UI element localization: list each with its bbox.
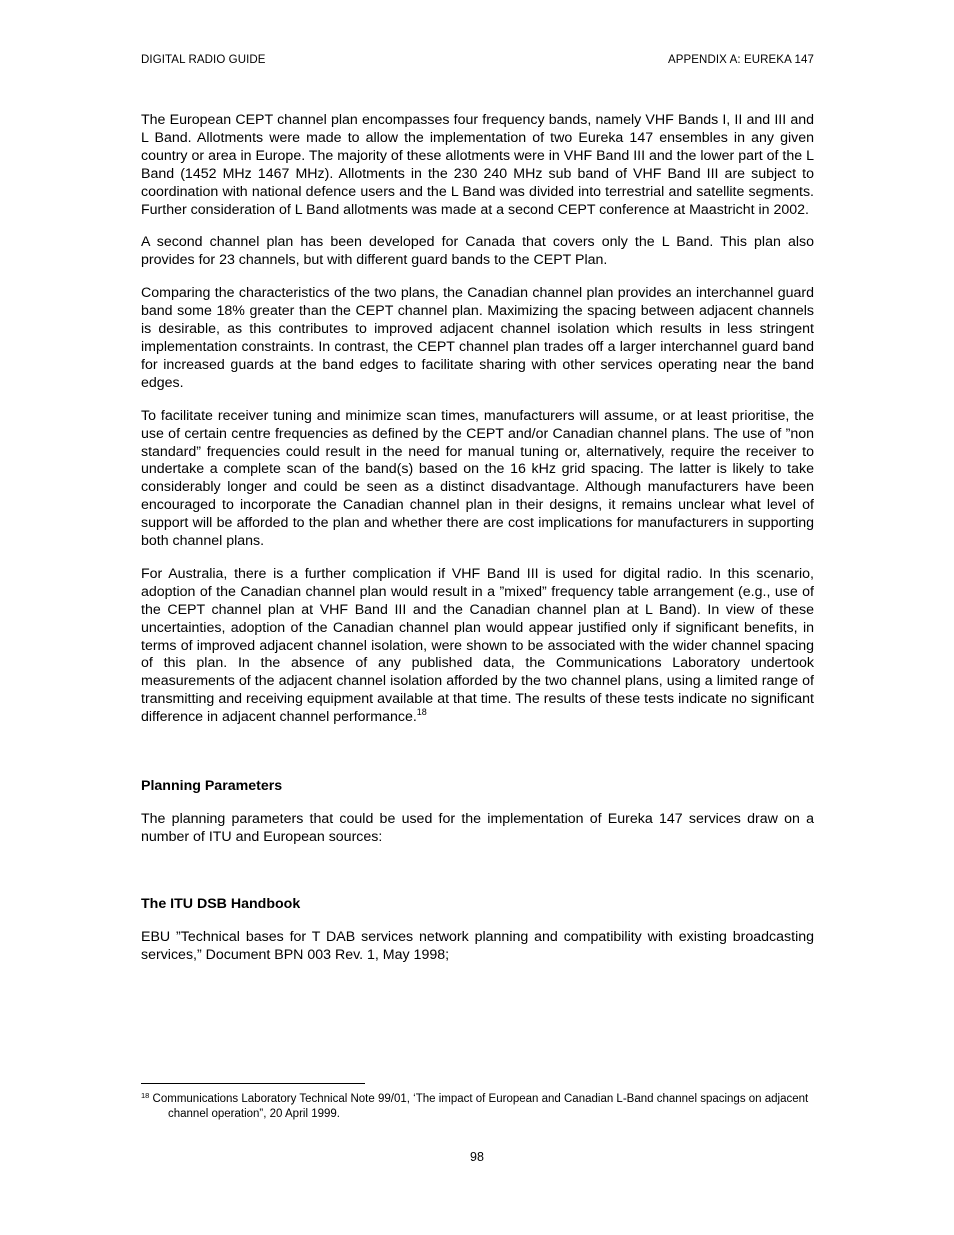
page-header [141,54,814,66]
footnote-marker: 18 [141,1091,150,1100]
footnote [141,1092,814,1122]
footnote-body [141,1092,814,1122]
heading-planning-parameters: Planning Parameters [141,778,283,795]
page-body [141,112,814,980]
paragraph-ebu-reference: EBU ”Technical bases for T DAB services network planning and compatibility with existing broadcasting services,” Document BPN 003 Rev. 1, May 1998; [141,928,814,963]
paragraph-cept-plan: The European CEPT channel plan encompasses four frequency bands, namely VHF Bands I, II and III and L Band. Allotments were made to allow the implementation of two Eureka 147 ensembles in any given country or area in Europe. The majority of these allotments were in VHF Band III and the lower part of the L Band (1452 MHz 1467 MHz). Allotments in the 230 240 MHz sub band of VHF Band III are subject to coordination with national defence users and the L Band was divided into terrestrial and satellite segments. Further consideration of L Band allotments was made at a second CEPT conference at Maastricht in 2002. [141,112,814,218]
header-left: DIGITAL RADIO GUIDE [141,54,266,66]
header-right: APPENDIX A: EUREKA 147 [667,54,814,66]
footnote-text: Communications Laboratory Technical Note 99/01, ‘The impact of European and Canadian L-Band channel spacings on adjacent channel operation”, 20 April 1999. [149,1093,809,1120]
footnote-reference: 18 [416,707,427,718]
heading-itu-dsb-handbook: The ITU DSB Handbook [141,895,301,912]
paragraph-canada-plan: A second channel plan has been developed for Canada that covers only the L Band. This plan also provides for 23 channels, but with different guard bands to the CEPT Plan. [141,234,814,269]
footnote-divider [141,1083,365,1084]
page-number: 98 [470,1150,484,1164]
paragraph-australia [141,566,814,727]
paragraph-australia-text: For Australia, there is a further complication if VHF Band III is used for digital radio. In this scenario, adoption of the Canadian channel plan would result in a ”mixed” frequency table arrangement (e.g., use of the CEPT channel plan at VHF Band III and the Canadian channel plan at L Band). In view of these uncertainties, adoption of the Canadian channel plan would appear justified only if significant benefits, in terms of improved adjacent channel isolation, were shown to be associated with the wider channel spacing of this plan. In the absence of any published data, the Communications Laboratory undertook measurements of the adjacent channel isolation afforded by the two channel plans, using a limited range of transmitting and receiving equipment available at that time. The results of these tests indicate no significant difference in adjacent channel performance. [141,565,814,726]
paragraph-comparison: Comparing the characteristics of the two plans, the Canadian channel plan provides an interchannel guard band some 18% greater than the CEPT channel plan. Maximizing the spacing between adjacent channels is desirable, as this contributes to improved adjacent channel isolation which results in less stringent implementation constraints. In contrast, the CEPT channel plan trades off a larger interchannel guard band for increased guards at the band edges to facilitate sharing with other services operating near the band edges. [141,285,814,391]
paragraph-planning-parameters: The planning parameters that could be used for the implementation of Eureka 147 services draw on a number of ITU and European sources: [141,811,814,845]
paragraph-receiver-tuning: To facilitate receiver tuning and minimize scan times, manufacturers will assume, or at least prioritise, the use of certain centre frequencies as defined by the CEPT and/or Canadian channel plans. The use of ”non standard” frequencies could result in the need for manual tuning or, alternatively, require the receiver to undertake a complete scan of the band(s) based on the 16 kHz grid spacing. The latter is likely to take considerably longer and could be seen as a distinct disadvantage. Although manufacturers have been encouraged to incorporate the Canadian channel plan in their designs, it remains unclear what level of support will be afforded to the plan and whether there are cost implications for manufacturers in supporting both channel plans. [141,407,814,550]
